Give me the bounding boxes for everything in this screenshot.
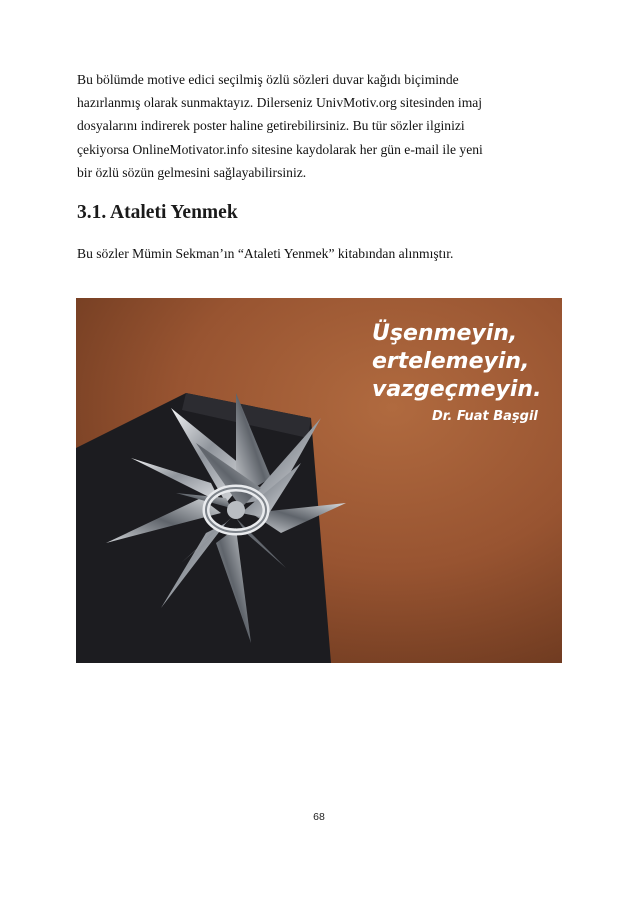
quote-line: ertelemeyin, [372,349,530,374]
quote-line: Üşenmeyin, [372,321,518,346]
page-number: 68 [313,811,325,823]
quote-wallpaper-image [76,298,562,663]
quote-author: Dr. Fuat Başgil [432,409,538,424]
quote-text [372,320,541,404]
intro-line: bir özlü sözün gelmesini sağlayabilirsiniz. [77,164,307,180]
intro-line: Bu bölümde motive edici seçilmiş özlü sözleri duvar kağıdı biçiminde [77,72,459,87]
intro-paragraph [77,68,562,184]
intro-line: çekiyorsa OnlineMotivator.info sitesine kaydolarak her gün e-mail ile yeni [77,141,483,157]
quote-line: vazgeçmeyin. [372,377,542,402]
section-heading: 3.1. Ataleti Yenmek [77,202,238,223]
intro-line: hazırlanmış olarak sunmaktayız. Dilerseniz UnivMotiv.org sitesinden imaj [77,95,483,111]
section-source-note: Bu sözler Mümin Sekman’ın “Ataleti Yenmek” kitabından alınmıştır. [77,246,454,261]
intro-line: dosyalarını indirerek poster haline getirebilirsiniz. Bu tür sözler ilginizi [77,118,465,134]
